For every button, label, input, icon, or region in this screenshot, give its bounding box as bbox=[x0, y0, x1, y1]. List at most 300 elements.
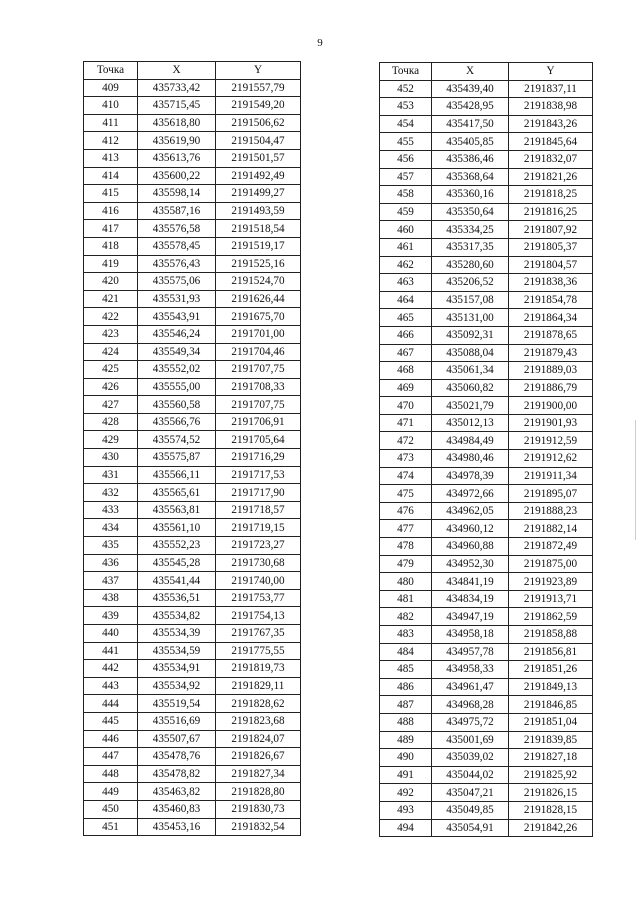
point-number-cell: 413 bbox=[84, 149, 138, 167]
table-row bbox=[84, 537, 301, 555]
x-coordinate-cell: 435386,46 bbox=[432, 150, 509, 168]
table-row bbox=[84, 97, 301, 115]
x-coordinate-cell: 435012,13 bbox=[432, 414, 509, 432]
y-coordinate-cell: 2191845,64 bbox=[509, 133, 593, 151]
y-coordinate-cell: 2191492,49 bbox=[216, 167, 301, 185]
point-number-cell: 450 bbox=[84, 800, 138, 818]
y-coordinate-cell: 2191888,23 bbox=[509, 502, 593, 520]
table-row bbox=[380, 80, 593, 98]
x-coordinate-cell: 434972,66 bbox=[432, 485, 509, 503]
table-row bbox=[380, 819, 593, 837]
x-coordinate-cell: 434952,30 bbox=[432, 555, 509, 573]
x-coordinate-cell: 434975,72 bbox=[432, 713, 509, 731]
table-row bbox=[84, 237, 301, 255]
x-coordinate-cell: 435534,91 bbox=[138, 660, 216, 678]
y-coordinate-cell: 2191718,57 bbox=[216, 501, 301, 519]
page-number: 9 bbox=[317, 37, 323, 49]
table-row bbox=[84, 396, 301, 414]
y-coordinate-cell: 2191723,27 bbox=[216, 537, 301, 555]
point-number-cell: 491 bbox=[380, 766, 432, 784]
y-coordinate-cell: 2191819,73 bbox=[216, 660, 301, 678]
x-coordinate-cell: 435733,42 bbox=[138, 79, 216, 97]
y-coordinate-cell: 2191827,18 bbox=[509, 749, 593, 767]
y-coordinate-cell: 2191889,03 bbox=[509, 362, 593, 380]
y-coordinate-cell: 2191525,16 bbox=[216, 255, 301, 273]
point-number-cell: 418 bbox=[84, 237, 138, 255]
table-row bbox=[380, 502, 593, 520]
table-row bbox=[380, 309, 593, 327]
y-coordinate-cell: 2191824,07 bbox=[216, 730, 301, 748]
y-coordinate-cell: 2191499,27 bbox=[216, 185, 301, 203]
table-row bbox=[380, 238, 593, 256]
table-row bbox=[380, 291, 593, 309]
point-number-cell: 432 bbox=[84, 484, 138, 502]
y-coordinate-cell: 2191701,00 bbox=[216, 325, 301, 343]
x-coordinate-cell: 435334,25 bbox=[432, 221, 509, 239]
x-coordinate-cell: 435360,16 bbox=[432, 186, 509, 204]
table-row bbox=[84, 712, 301, 730]
y-coordinate-cell: 2191705,64 bbox=[216, 431, 301, 449]
y-coordinate-cell: 2191704,46 bbox=[216, 343, 301, 361]
point-number-cell: 431 bbox=[84, 466, 138, 484]
x-coordinate-cell: 434957,78 bbox=[432, 643, 509, 661]
x-coordinate-cell: 435453,16 bbox=[138, 818, 216, 836]
point-number-cell: 448 bbox=[84, 765, 138, 783]
x-coordinate-cell: 435574,52 bbox=[138, 431, 216, 449]
x-coordinate-cell: 435565,61 bbox=[138, 484, 216, 502]
y-coordinate-cell: 2191506,62 bbox=[216, 114, 301, 132]
x-coordinate-cell: 435534,82 bbox=[138, 607, 216, 625]
table-row bbox=[380, 133, 593, 151]
point-number-cell: 441 bbox=[84, 642, 138, 660]
x-coordinate-cell: 435428,95 bbox=[432, 98, 509, 116]
x-coordinate-cell: 434978,39 bbox=[432, 467, 509, 485]
point-number-cell: 429 bbox=[84, 431, 138, 449]
table-row bbox=[84, 167, 301, 185]
point-number-cell: 464 bbox=[380, 291, 432, 309]
x-coordinate-cell: 435021,79 bbox=[432, 397, 509, 415]
point-number-cell: 453 bbox=[380, 98, 432, 116]
y-coordinate-cell: 2191913,71 bbox=[509, 590, 593, 608]
x-coordinate-cell: 435368,64 bbox=[432, 168, 509, 186]
point-number-cell: 443 bbox=[84, 677, 138, 695]
x-coordinate-cell: 434958,33 bbox=[432, 661, 509, 679]
y-coordinate-cell: 2191823,68 bbox=[216, 712, 301, 730]
x-coordinate-cell: 435060,82 bbox=[432, 379, 509, 397]
y-coordinate-cell: 2191493,59 bbox=[216, 202, 301, 220]
table-row bbox=[84, 449, 301, 467]
point-number-cell: 425 bbox=[84, 361, 138, 379]
table-row bbox=[84, 501, 301, 519]
table-row bbox=[380, 731, 593, 749]
x-coordinate-cell: 435478,82 bbox=[138, 765, 216, 783]
x-coordinate-cell: 435507,67 bbox=[138, 730, 216, 748]
point-number-cell: 454 bbox=[380, 115, 432, 133]
y-coordinate-cell: 2191849,13 bbox=[509, 678, 593, 696]
coordinates-table-left bbox=[83, 61, 301, 836]
table-row bbox=[380, 538, 593, 556]
point-number-cell: 414 bbox=[84, 167, 138, 185]
y-coordinate-cell: 2191767,35 bbox=[216, 625, 301, 643]
y-coordinate-cell: 2191851,26 bbox=[509, 661, 593, 679]
y-coordinate-cell: 2191825,92 bbox=[509, 766, 593, 784]
x-coordinate-cell: 434960,88 bbox=[432, 538, 509, 556]
table-row bbox=[84, 361, 301, 379]
table-row bbox=[84, 642, 301, 660]
y-coordinate-cell: 2191707,75 bbox=[216, 361, 301, 379]
y-coordinate-cell: 2191717,90 bbox=[216, 484, 301, 502]
table-row bbox=[380, 696, 593, 714]
table-row bbox=[380, 713, 593, 731]
table-row bbox=[84, 273, 301, 291]
table-row bbox=[380, 344, 593, 362]
point-number-cell: 461 bbox=[380, 238, 432, 256]
x-coordinate-cell: 435157,08 bbox=[432, 291, 509, 309]
point-number-cell: 430 bbox=[84, 449, 138, 467]
y-coordinate-cell: 2191730,68 bbox=[216, 554, 301, 572]
y-coordinate-cell: 2191501,57 bbox=[216, 149, 301, 167]
y-coordinate-cell: 2191901,93 bbox=[509, 414, 593, 432]
table-row bbox=[380, 168, 593, 186]
table-row bbox=[380, 98, 593, 116]
y-coordinate-cell: 2191716,29 bbox=[216, 449, 301, 467]
table-row bbox=[84, 308, 301, 326]
table-row bbox=[84, 431, 301, 449]
point-number-cell: 476 bbox=[380, 502, 432, 520]
point-number-cell: 457 bbox=[380, 168, 432, 186]
x-coordinate-cell: 435561,10 bbox=[138, 519, 216, 537]
header-y: Y bbox=[509, 63, 593, 81]
x-coordinate-cell: 435563,81 bbox=[138, 501, 216, 519]
table-row bbox=[84, 800, 301, 818]
x-coordinate-cell: 435543,91 bbox=[138, 308, 216, 326]
y-coordinate-cell: 2191557,79 bbox=[216, 79, 301, 97]
x-coordinate-cell: 435001,69 bbox=[432, 731, 509, 749]
y-coordinate-cell: 2191832,07 bbox=[509, 150, 593, 168]
y-coordinate-cell: 2191805,37 bbox=[509, 238, 593, 256]
x-coordinate-cell: 435405,85 bbox=[432, 133, 509, 151]
x-coordinate-cell: 435715,45 bbox=[138, 97, 216, 115]
y-coordinate-cell: 2191923,89 bbox=[509, 573, 593, 591]
x-coordinate-cell: 435439,40 bbox=[432, 80, 509, 98]
x-coordinate-cell: 434968,28 bbox=[432, 696, 509, 714]
y-coordinate-cell: 2191879,43 bbox=[509, 344, 593, 362]
x-coordinate-cell: 435618,80 bbox=[138, 114, 216, 132]
point-number-cell: 478 bbox=[380, 538, 432, 556]
y-coordinate-cell: 2191754,13 bbox=[216, 607, 301, 625]
x-coordinate-cell: 435417,50 bbox=[432, 115, 509, 133]
y-coordinate-cell: 2191524,70 bbox=[216, 273, 301, 291]
table-row bbox=[84, 554, 301, 572]
table-row bbox=[84, 132, 301, 150]
point-number-cell: 423 bbox=[84, 325, 138, 343]
point-number-cell: 421 bbox=[84, 290, 138, 308]
table-row bbox=[84, 343, 301, 361]
table-header-row bbox=[380, 63, 593, 81]
table-row bbox=[380, 749, 593, 767]
y-coordinate-cell: 2191846,85 bbox=[509, 696, 593, 714]
y-coordinate-cell: 2191872,49 bbox=[509, 538, 593, 556]
x-coordinate-cell: 434958,18 bbox=[432, 626, 509, 644]
y-coordinate-cell: 2191753,77 bbox=[216, 589, 301, 607]
table-row bbox=[380, 326, 593, 344]
table-row bbox=[84, 783, 301, 801]
y-coordinate-cell: 2191706,91 bbox=[216, 413, 301, 431]
point-number-cell: 472 bbox=[380, 432, 432, 450]
point-number-cell: 409 bbox=[84, 79, 138, 97]
table-row bbox=[84, 220, 301, 238]
y-coordinate-cell: 2191816,25 bbox=[509, 203, 593, 221]
table-row bbox=[84, 730, 301, 748]
point-number-cell: 487 bbox=[380, 696, 432, 714]
point-number-cell: 442 bbox=[84, 660, 138, 678]
y-coordinate-cell: 2191719,15 bbox=[216, 519, 301, 537]
point-number-cell: 462 bbox=[380, 256, 432, 274]
y-coordinate-cell: 2191854,78 bbox=[509, 291, 593, 309]
point-number-cell: 479 bbox=[380, 555, 432, 573]
point-number-cell: 440 bbox=[84, 625, 138, 643]
x-coordinate-cell: 435552,02 bbox=[138, 361, 216, 379]
table-row bbox=[380, 203, 593, 221]
point-number-cell: 424 bbox=[84, 343, 138, 361]
x-coordinate-cell: 435619,90 bbox=[138, 132, 216, 150]
x-coordinate-cell: 435600,22 bbox=[138, 167, 216, 185]
y-coordinate-cell: 2191895,07 bbox=[509, 485, 593, 503]
point-number-cell: 411 bbox=[84, 114, 138, 132]
table-row bbox=[380, 432, 593, 450]
y-coordinate-cell: 2191878,65 bbox=[509, 326, 593, 344]
point-number-cell: 463 bbox=[380, 274, 432, 292]
table-row bbox=[380, 379, 593, 397]
point-number-cell: 456 bbox=[380, 150, 432, 168]
point-number-cell: 470 bbox=[380, 397, 432, 415]
point-number-cell: 415 bbox=[84, 185, 138, 203]
table-row bbox=[84, 818, 301, 836]
point-number-cell: 458 bbox=[380, 186, 432, 204]
point-number-cell: 468 bbox=[380, 362, 432, 380]
point-number-cell: 481 bbox=[380, 590, 432, 608]
scan-edge-mark bbox=[635, 420, 636, 540]
point-number-cell: 451 bbox=[84, 818, 138, 836]
table-row bbox=[380, 362, 593, 380]
coordinates-table-right bbox=[379, 62, 593, 837]
table-row bbox=[380, 221, 593, 239]
x-coordinate-cell: 435534,59 bbox=[138, 642, 216, 660]
y-coordinate-cell: 2191675,70 bbox=[216, 308, 301, 326]
header-point: Точка bbox=[84, 62, 138, 80]
header-point: Точка bbox=[380, 63, 432, 81]
point-number-cell: 465 bbox=[380, 309, 432, 327]
x-coordinate-cell: 435519,54 bbox=[138, 695, 216, 713]
x-coordinate-cell: 435576,43 bbox=[138, 255, 216, 273]
point-number-cell: 473 bbox=[380, 450, 432, 468]
x-coordinate-cell: 435047,21 bbox=[432, 784, 509, 802]
y-coordinate-cell: 2191775,55 bbox=[216, 642, 301, 660]
y-coordinate-cell: 2191875,00 bbox=[509, 555, 593, 573]
table-row bbox=[380, 485, 593, 503]
x-coordinate-cell: 435552,23 bbox=[138, 537, 216, 555]
point-number-cell: 438 bbox=[84, 589, 138, 607]
table-row bbox=[380, 784, 593, 802]
y-coordinate-cell: 2191740,00 bbox=[216, 572, 301, 590]
y-coordinate-cell: 2191862,59 bbox=[509, 608, 593, 626]
table-row bbox=[84, 79, 301, 97]
point-number-cell: 466 bbox=[380, 326, 432, 344]
x-coordinate-cell: 434841,19 bbox=[432, 573, 509, 591]
x-coordinate-cell: 435531,93 bbox=[138, 290, 216, 308]
point-number-cell: 475 bbox=[380, 485, 432, 503]
x-coordinate-cell: 434960,12 bbox=[432, 520, 509, 538]
y-coordinate-cell: 2191626,44 bbox=[216, 290, 301, 308]
x-coordinate-cell: 435054,91 bbox=[432, 819, 509, 837]
point-number-cell: 417 bbox=[84, 220, 138, 238]
table-row bbox=[84, 572, 301, 590]
x-coordinate-cell: 434980,46 bbox=[432, 450, 509, 468]
x-coordinate-cell: 435317,35 bbox=[432, 238, 509, 256]
table-row bbox=[84, 589, 301, 607]
table-row bbox=[380, 186, 593, 204]
table-row bbox=[380, 115, 593, 133]
y-coordinate-cell: 2191912,59 bbox=[509, 432, 593, 450]
table-row bbox=[380, 590, 593, 608]
y-coordinate-cell: 2191828,62 bbox=[216, 695, 301, 713]
x-coordinate-cell: 435049,85 bbox=[432, 801, 509, 819]
y-coordinate-cell: 2191827,34 bbox=[216, 765, 301, 783]
point-number-cell: 486 bbox=[380, 678, 432, 696]
table-row bbox=[380, 274, 593, 292]
x-coordinate-cell: 435534,39 bbox=[138, 625, 216, 643]
y-coordinate-cell: 2191826,67 bbox=[216, 748, 301, 766]
table-row bbox=[380, 626, 593, 644]
x-coordinate-cell: 435560,58 bbox=[138, 396, 216, 414]
x-coordinate-cell: 434834,19 bbox=[432, 590, 509, 608]
table-row bbox=[84, 484, 301, 502]
point-number-cell: 490 bbox=[380, 749, 432, 767]
y-coordinate-cell: 2191518,54 bbox=[216, 220, 301, 238]
table-row bbox=[380, 450, 593, 468]
y-coordinate-cell: 2191886,79 bbox=[509, 379, 593, 397]
point-number-cell: 420 bbox=[84, 273, 138, 291]
y-coordinate-cell: 2191828,15 bbox=[509, 801, 593, 819]
point-number-cell: 482 bbox=[380, 608, 432, 626]
table-row bbox=[84, 625, 301, 643]
point-number-cell: 467 bbox=[380, 344, 432, 362]
table-row bbox=[380, 520, 593, 538]
point-number-cell: 419 bbox=[84, 255, 138, 273]
table-row bbox=[84, 748, 301, 766]
table-row bbox=[380, 256, 593, 274]
x-coordinate-cell: 435206,52 bbox=[432, 274, 509, 292]
y-coordinate-cell: 2191911,34 bbox=[509, 467, 593, 485]
point-number-cell: 416 bbox=[84, 202, 138, 220]
point-number-cell: 428 bbox=[84, 413, 138, 431]
x-coordinate-cell: 435536,51 bbox=[138, 589, 216, 607]
point-number-cell: 459 bbox=[380, 203, 432, 221]
point-number-cell: 439 bbox=[84, 607, 138, 625]
y-coordinate-cell: 2191708,33 bbox=[216, 378, 301, 396]
point-number-cell: 494 bbox=[380, 819, 432, 837]
x-coordinate-cell: 435549,34 bbox=[138, 343, 216, 361]
table-row bbox=[380, 801, 593, 819]
point-number-cell: 477 bbox=[380, 520, 432, 538]
point-number-cell: 427 bbox=[84, 396, 138, 414]
table-row bbox=[380, 766, 593, 784]
y-coordinate-cell: 2191838,98 bbox=[509, 98, 593, 116]
table-row bbox=[84, 202, 301, 220]
point-number-cell: 480 bbox=[380, 573, 432, 591]
y-coordinate-cell: 2191832,54 bbox=[216, 818, 301, 836]
point-number-cell: 449 bbox=[84, 783, 138, 801]
point-number-cell: 412 bbox=[84, 132, 138, 150]
x-coordinate-cell: 435092,31 bbox=[432, 326, 509, 344]
table-row bbox=[84, 660, 301, 678]
y-coordinate-cell: 2191804,57 bbox=[509, 256, 593, 274]
point-number-cell: 484 bbox=[380, 643, 432, 661]
y-coordinate-cell: 2191864,34 bbox=[509, 309, 593, 327]
table-row bbox=[84, 185, 301, 203]
y-coordinate-cell: 2191912,62 bbox=[509, 450, 593, 468]
point-number-cell: 434 bbox=[84, 519, 138, 537]
x-coordinate-cell: 435463,82 bbox=[138, 783, 216, 801]
table-row bbox=[380, 467, 593, 485]
x-coordinate-cell: 435613,76 bbox=[138, 149, 216, 167]
x-coordinate-cell: 434961,47 bbox=[432, 678, 509, 696]
table-row bbox=[84, 114, 301, 132]
y-coordinate-cell: 2191843,26 bbox=[509, 115, 593, 133]
x-coordinate-cell: 435566,76 bbox=[138, 413, 216, 431]
x-coordinate-cell: 435598,14 bbox=[138, 185, 216, 203]
point-number-cell: 483 bbox=[380, 626, 432, 644]
y-coordinate-cell: 2191900,00 bbox=[509, 397, 593, 415]
x-coordinate-cell: 435460,83 bbox=[138, 800, 216, 818]
x-coordinate-cell: 435587,16 bbox=[138, 202, 216, 220]
table-row bbox=[380, 678, 593, 696]
header-y: Y bbox=[216, 62, 301, 80]
y-coordinate-cell: 2191838,36 bbox=[509, 274, 593, 292]
x-coordinate-cell: 435478,76 bbox=[138, 748, 216, 766]
table-row bbox=[84, 325, 301, 343]
x-coordinate-cell: 435516,69 bbox=[138, 712, 216, 730]
point-number-cell: 436 bbox=[84, 554, 138, 572]
point-number-cell: 444 bbox=[84, 695, 138, 713]
y-coordinate-cell: 2191839,85 bbox=[509, 731, 593, 749]
x-coordinate-cell: 435280,60 bbox=[432, 256, 509, 274]
point-number-cell: 447 bbox=[84, 748, 138, 766]
table-row bbox=[84, 378, 301, 396]
point-number-cell: 433 bbox=[84, 501, 138, 519]
table-header-row bbox=[84, 62, 301, 80]
point-number-cell: 437 bbox=[84, 572, 138, 590]
x-coordinate-cell: 434984,49 bbox=[432, 432, 509, 450]
table-row bbox=[380, 555, 593, 573]
point-number-cell: 492 bbox=[380, 784, 432, 802]
y-coordinate-cell: 2191828,80 bbox=[216, 783, 301, 801]
point-number-cell: 445 bbox=[84, 712, 138, 730]
x-coordinate-cell: 435044,02 bbox=[432, 766, 509, 784]
x-coordinate-cell: 434947,19 bbox=[432, 608, 509, 626]
x-coordinate-cell: 435131,00 bbox=[432, 309, 509, 327]
table-row bbox=[84, 149, 301, 167]
point-number-cell: 460 bbox=[380, 221, 432, 239]
x-coordinate-cell: 434962,05 bbox=[432, 502, 509, 520]
x-coordinate-cell: 435578,45 bbox=[138, 237, 216, 255]
table-row bbox=[84, 765, 301, 783]
table-row bbox=[380, 150, 593, 168]
x-coordinate-cell: 435566,11 bbox=[138, 466, 216, 484]
x-coordinate-cell: 435088,04 bbox=[432, 344, 509, 362]
table-row bbox=[380, 414, 593, 432]
y-coordinate-cell: 2191882,14 bbox=[509, 520, 593, 538]
